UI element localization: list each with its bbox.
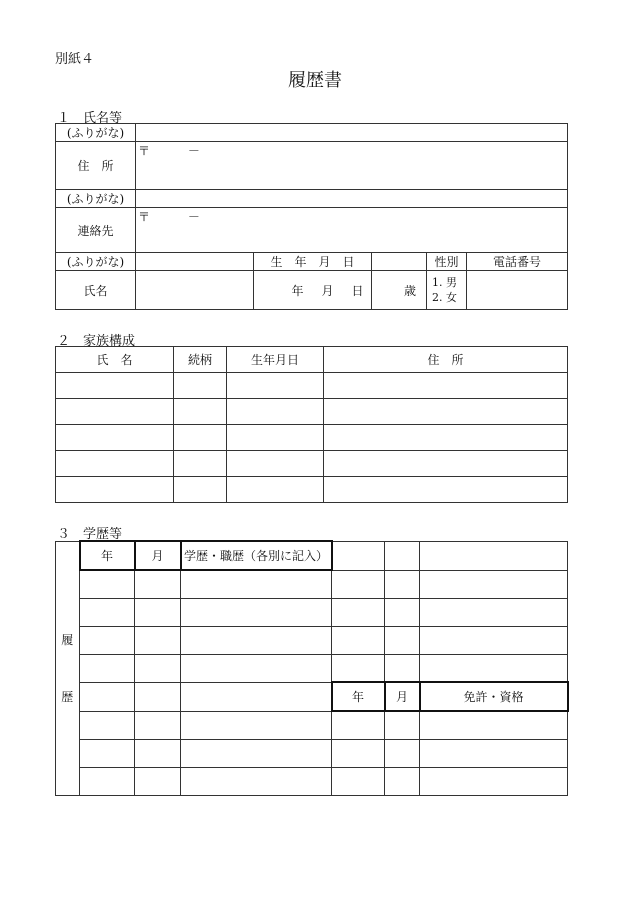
postal-dash: － [187, 210, 200, 224]
age-label: 歳 [403, 283, 416, 298]
family-birthdate-header: 生年月日 [227, 347, 324, 373]
license-year-header: 年 [332, 682, 385, 711]
table-row [56, 425, 568, 451]
birth-day-label: 日 [351, 283, 364, 298]
table-row [56, 654, 568, 682]
history-month-header: 月 [135, 541, 181, 570]
license-content-cell[interactable] [420, 541, 568, 570]
table-row [56, 626, 568, 654]
history-year-cell[interactable] [80, 626, 135, 654]
history-month-cell[interactable] [135, 767, 181, 795]
table-row [56, 570, 568, 598]
license-year-cell[interactable] [332, 541, 385, 570]
annex-label: 別紙４ [55, 52, 95, 67]
license-content-cell[interactable] [420, 626, 568, 654]
license-month-cell[interactable] [385, 570, 420, 598]
license-year-cell[interactable] [332, 654, 385, 682]
history-content-header: 学歴・職歴（各別に記入） [181, 541, 332, 570]
furigana-label: (ふりがな) [56, 190, 136, 208]
birth-month-label: 月 [321, 283, 334, 298]
license-month-header: 月 [385, 682, 420, 711]
gender-male-option[interactable]: 1. 男 [432, 276, 457, 289]
section-1-heading: １ 氏名等 [57, 111, 123, 126]
gender-field[interactable] [427, 271, 467, 310]
history-side-label-1: 履 [61, 633, 74, 647]
history-year-cell[interactable] [80, 598, 135, 626]
furigana-label: (ふりがな) [56, 253, 136, 271]
family-name-cell[interactable] [56, 477, 174, 503]
license-content-cell[interactable] [420, 570, 568, 598]
history-month-cell[interactable] [135, 711, 181, 739]
license-month-cell[interactable] [385, 711, 420, 739]
family-relation-cell[interactable] [174, 399, 227, 425]
history-side-label [56, 541, 80, 795]
family-address-cell[interactable] [324, 451, 568, 477]
family-name-cell[interactable] [56, 399, 174, 425]
license-year-cell[interactable] [332, 626, 385, 654]
furigana-label: (ふりがな) [56, 124, 136, 142]
license-content-cell[interactable] [420, 654, 568, 682]
history-month-cell[interactable] [135, 626, 181, 654]
history-year-cell[interactable] [80, 739, 135, 767]
family-relation-cell[interactable] [174, 425, 227, 451]
license-month-cell[interactable] [385, 541, 420, 570]
license-content-cell[interactable] [420, 739, 568, 767]
license-content-cell[interactable] [420, 711, 568, 739]
postal-mark: 〒 [138, 210, 151, 224]
contact-furigana-field[interactable] [136, 190, 568, 208]
table-row [56, 711, 568, 739]
gender-female-option[interactable]: 2. 女 [432, 291, 457, 304]
section-3-heading: ３ 学歴等 [57, 527, 123, 542]
address-label: 住 所 [56, 142, 136, 190]
birth-blank-cell [372, 253, 427, 271]
family-address-cell[interactable] [324, 373, 568, 399]
license-month-cell[interactable] [385, 739, 420, 767]
history-content-cell[interactable] [181, 767, 332, 795]
license-month-cell[interactable] [385, 626, 420, 654]
family-birthdate-cell[interactable] [227, 425, 324, 451]
history-year-cell[interactable] [80, 682, 135, 711]
history-year-cell[interactable] [80, 711, 135, 739]
postal-mark: 〒 [138, 144, 151, 158]
license-content-header: 免許・資格 [420, 682, 568, 711]
phone-header: 電話番号 [467, 253, 568, 271]
history-month-cell[interactable] [135, 598, 181, 626]
name-furigana-field[interactable] [136, 253, 254, 271]
history-year-header: 年 [80, 541, 135, 570]
family-relation-cell[interactable] [174, 373, 227, 399]
history-year-cell[interactable] [80, 570, 135, 598]
family-address-header: 住 所 [324, 347, 568, 373]
name-label: 氏名 [56, 271, 136, 310]
history-side-label-2: 歴 [61, 690, 74, 704]
history-month-cell[interactable] [135, 682, 181, 711]
contact-field[interactable] [136, 208, 568, 253]
license-year-cell[interactable] [332, 767, 385, 795]
license-month-cell[interactable] [385, 767, 420, 795]
address-field[interactable] [136, 142, 568, 190]
table-row [56, 451, 568, 477]
family-birthdate-cell[interactable] [227, 477, 324, 503]
table-row [56, 373, 568, 399]
family-name-cell[interactable] [56, 373, 174, 399]
birth-year-label: 年 [291, 283, 304, 298]
family-relation-cell[interactable] [174, 451, 227, 477]
license-year-cell[interactable] [332, 739, 385, 767]
address-furigana-field[interactable] [136, 124, 568, 142]
personal-info-table [55, 123, 568, 310]
table-row [56, 477, 568, 503]
family-address-cell[interactable] [324, 425, 568, 451]
gender-header: 性別 [427, 253, 467, 271]
license-year-cell[interactable] [332, 711, 385, 739]
history-content-cell[interactable] [181, 682, 332, 711]
birth-date-field[interactable] [254, 271, 372, 310]
license-month-cell[interactable] [385, 598, 420, 626]
name-field[interactable] [136, 271, 254, 310]
family-name-cell[interactable] [56, 425, 174, 451]
license-year-cell[interactable] [332, 598, 385, 626]
phone-field[interactable] [467, 271, 568, 310]
history-content-cell[interactable] [181, 626, 332, 654]
license-content-cell[interactable] [420, 767, 568, 795]
document-title: 履歴書 [288, 70, 342, 91]
history-table [55, 540, 569, 796]
history-content-cell[interactable] [181, 598, 332, 626]
family-name-header: 氏 名 [56, 347, 174, 373]
table-row [56, 767, 568, 795]
history-content-cell[interactable] [181, 739, 332, 767]
family-address-cell[interactable] [324, 477, 568, 503]
history-month-cell[interactable] [135, 570, 181, 598]
family-relation-header: 続柄 [174, 347, 227, 373]
history-month-cell[interactable] [135, 739, 181, 767]
family-relation-cell[interactable] [174, 477, 227, 503]
postal-dash: － [187, 144, 200, 158]
birth-date-header: 生 年 月 日 [254, 253, 372, 271]
age-field[interactable] [372, 271, 427, 310]
license-content-cell[interactable] [420, 598, 568, 626]
family-table [55, 346, 568, 503]
family-name-cell[interactable] [56, 451, 174, 477]
history-content-cell[interactable] [181, 570, 332, 598]
family-birthdate-cell[interactable] [227, 451, 324, 477]
table-row [56, 399, 568, 425]
table-row [56, 739, 568, 767]
section-2-heading: ２ 家族構成 [57, 334, 136, 349]
history-month-cell[interactable] [135, 654, 181, 682]
contact-label: 連絡先 [56, 208, 136, 253]
history-content-cell[interactable] [181, 654, 332, 682]
family-address-cell[interactable] [324, 399, 568, 425]
history-year-cell[interactable] [80, 654, 135, 682]
family-birthdate-cell[interactable] [227, 399, 324, 425]
history-content-cell[interactable] [181, 711, 332, 739]
history-year-cell[interactable] [80, 767, 135, 795]
table-row [56, 598, 568, 626]
family-birthdate-cell[interactable] [227, 373, 324, 399]
license-month-cell[interactable] [385, 654, 420, 682]
license-year-cell[interactable] [332, 570, 385, 598]
